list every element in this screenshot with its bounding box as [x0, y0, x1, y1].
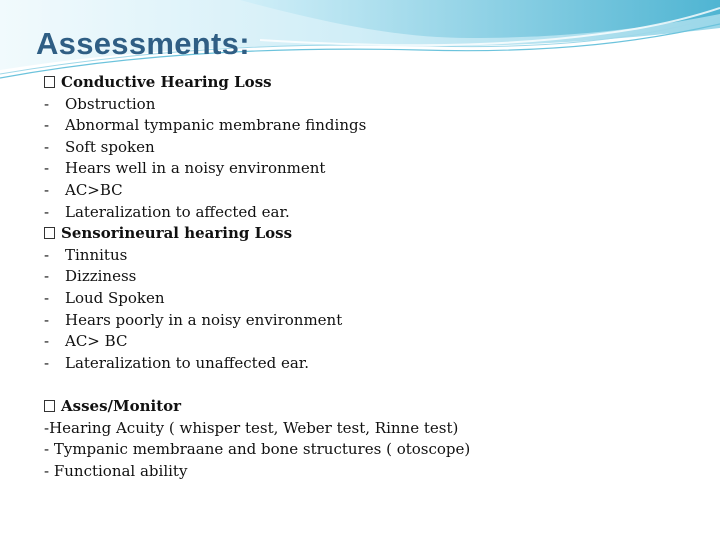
- list-item: - Loud Spoken: [44, 288, 165, 307]
- page-title: Assessments:: [36, 26, 250, 61]
- list-item: - Tinnitus: [44, 245, 128, 264]
- checkbox-bullet-icon: [44, 227, 55, 239]
- list-item: - Functional ability: [44, 461, 188, 480]
- section-heading-assess: Asses/Monitor: [44, 396, 694, 418]
- list-item: - Dizziness: [44, 267, 137, 286]
- checkbox-bullet-icon: [44, 400, 55, 412]
- list-item: - Lateralization to affected ear.: [44, 202, 290, 221]
- spacer: [44, 374, 694, 396]
- list-item: - Hears poorly in a noisy environment: [44, 310, 343, 329]
- list-item: - Obstruction: [44, 94, 156, 113]
- list-item: - Abnormal tympanic membrane findings: [44, 116, 367, 135]
- slide-content: [44, 72, 694, 482]
- list-item: - Tympanic membraane and bone structures ( otoscope): [44, 440, 471, 459]
- list-item: - Lateralization to unaffected ear.: [44, 353, 310, 372]
- list-item: - AC> BC: [44, 332, 128, 351]
- list-item: - Soft spoken: [44, 137, 155, 156]
- list-item: -Hearing Acuity ( whisper test, Weber test, Rinne test): [44, 418, 459, 437]
- list-item: - AC>BC: [44, 180, 123, 199]
- section-heading-conductive: Conductive Hearing Loss: [44, 72, 694, 94]
- checkbox-bullet-icon: [44, 76, 55, 88]
- section-heading-sensorineural: Sensorineural hearing Loss: [44, 223, 694, 245]
- list-item: - Hears well in a noisy environment: [44, 159, 326, 178]
